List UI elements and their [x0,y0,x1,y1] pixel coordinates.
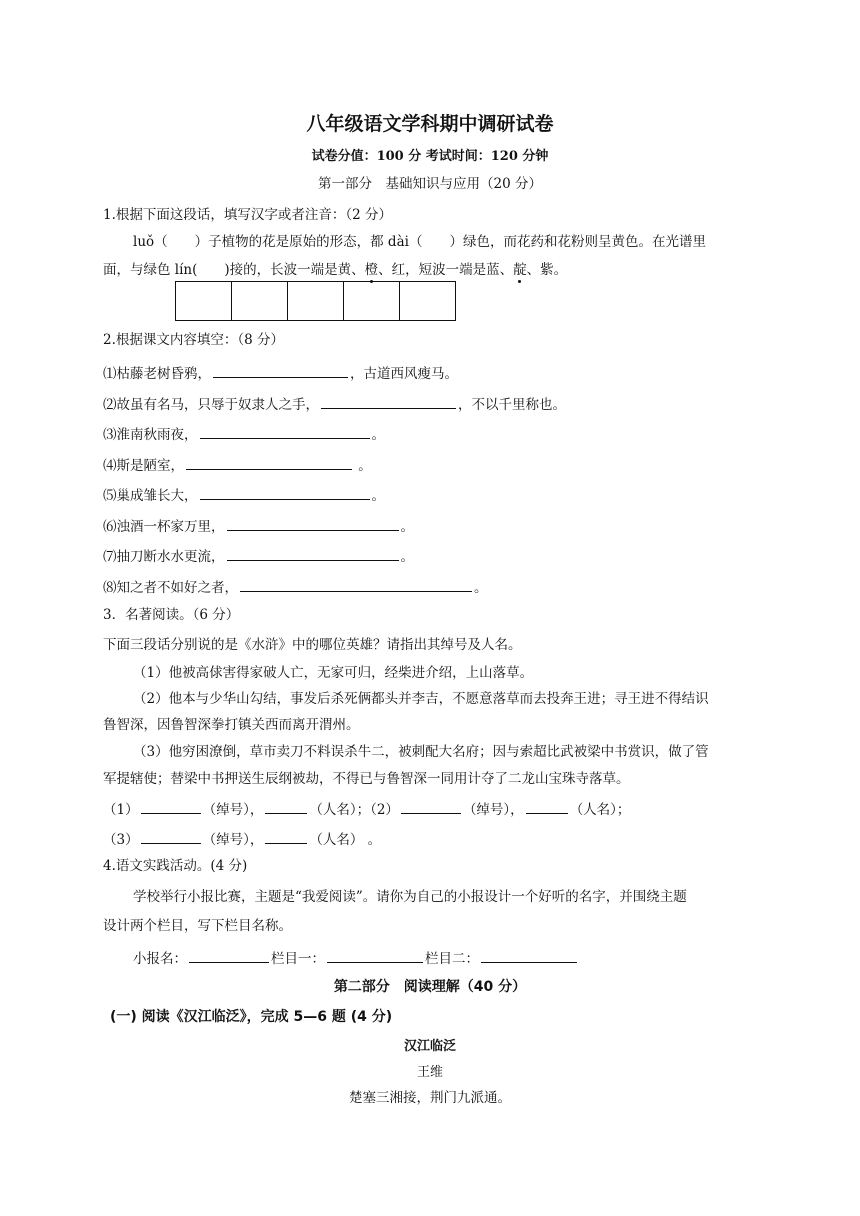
section1-heading: (一) 阅读《汉江临泛》，完成 5—6 题 (4 分) [110,1009,393,1025]
q4-heading: 4.语文实践活动。(4 分) [103,858,248,874]
q4-text-1: 学校举行小报比赛，主题是“我爱阅读”。请你为自己的小报设计一个好听的名字，并围绕主题 [133,889,687,905]
q2-item-prefix: ⑻知之者不如好之者， [103,580,238,596]
q2-item-prefix: ⑵故虽有名马，只辱于奴隶人之手， [103,397,319,413]
q3-answer-number: （2） [370,802,399,818]
q1-line2-a: 面，与绿色 lín( )接的，长波一端是黄、 [103,262,365,278]
answer-cell[interactable] [399,281,456,321]
q2-item [103,394,566,414]
q2-item [103,363,458,383]
q3-passage-3a: （3）他穷困潦倒，草市卖刀不料误杀牛二，被刺配大名府；因与索超比武被梁中书赏识，做了管 [133,744,709,760]
q4-text-2: 设计两个栏目，写下栏目名称。 [103,918,292,934]
q2-item [103,546,414,566]
q3-passage-1: （1）他被高俅害得家破人亡，无家可归，经柴进介绍，上山落草。 [133,665,534,681]
q2-item-suffix: 。 [354,458,372,474]
q3-passage-3b: 军提辖使；替梁中书押送生辰纲被劫，不得已与鲁智深一同用计夺了二龙山宝珠寺落草。 [103,771,630,787]
q2-item [103,577,488,597]
q2-item [103,424,385,444]
answer-blank[interactable] [200,485,370,500]
part1-heading: 第一部分 基础知识与应用（20 分） [318,176,542,192]
column2-blank[interactable] [481,948,577,963]
q2-item-prefix: ⑷斯是陋室， [103,458,184,474]
q2-item-prefix: ⑺抽刀断水水更流， [103,549,225,565]
q3-nickname-label: （绰号）， [462,802,524,818]
column1-blank[interactable] [327,948,423,963]
q4-answers [133,948,579,968]
name-blank[interactable] [265,799,307,814]
paper-name-blank[interactable] [189,948,269,963]
nickname-blank[interactable] [141,799,201,814]
q1-line2 [103,261,567,279]
q4-column1-label: 栏目一： [271,951,325,967]
q2-item-prefix: ⑸巢成雏长大， [103,488,198,504]
poem-line: 楚塞三湘接，荆门九派通。 [349,1090,511,1106]
q2-heading: 2.根据课文内容填空：（8 分） [103,332,285,348]
answer-blank[interactable] [240,577,472,592]
q3-name-label: （人名）； [569,802,631,818]
exam-meta: 试卷分值：100 分 考试时间：120 分钟 [311,149,549,164]
q1-char-indigo: 靛 [513,262,527,278]
q2-item-prefix: ⑶淮南秋雨夜， [103,427,198,443]
q3-passage-2b: 鲁智深，因鲁智深拳打镇关西而离开渭州。 [103,717,360,733]
q4-column2-label: 栏目二： [425,951,479,967]
name-blank[interactable] [265,829,307,844]
q2-item-suffix: 。 [371,427,385,443]
q3-heading: 3．名著阅读。（6 分） [103,607,240,623]
q1-char-orange: 橙 [364,262,379,278]
exam-title: 八年级语文学科期中调研试卷 [306,113,554,135]
q3-intro: 下面三段话分别说的是《水浒》中的哪位英雄？请指出其绰号及人名。 [103,637,522,653]
answer-cell[interactable] [287,281,344,321]
q1-heading: 1.根据下面这段话，填写汉字或者注音：（2 分） [103,207,393,223]
q3-nickname-label: （绰号）， [202,832,264,848]
q2-item-suffix: 。 [474,580,488,596]
q2-item [103,485,385,505]
q3-answers-row2 [103,829,381,849]
q1-line2-c: 、紫。 [526,262,568,278]
poem-author: 王维 [416,1065,443,1080]
q2-item-suffix: ，古道西风瘦马。 [350,366,458,382]
q3-answers-row1 [103,799,630,819]
q3-name-label: （人名）； [309,802,371,818]
q3-nickname-label: （绰号）， [202,802,264,818]
nickname-blank[interactable] [141,829,201,844]
q3-passage-2a: （2）他本与少华山勾结，事发后杀死俩都头并李吉，不愿意落草而去投奔王进；寻王进不得结识 [133,691,709,707]
answer-blank[interactable] [227,516,399,531]
q2-item-suffix: 。 [400,519,414,535]
answer-grid [176,281,456,321]
part2-heading: 第二部分 阅读理解（40 分） [333,979,527,995]
q4-paper-label: 小报名： [133,951,187,967]
q2-item-suffix: ，不以千里称也。 [458,397,566,413]
q3-name-label: （人名） 。 [309,832,382,848]
answer-blank[interactable] [213,363,348,378]
poem-title: 汉江临泛 [403,1039,456,1054]
answer-cell[interactable] [343,281,400,321]
answer-cell[interactable] [231,281,288,321]
q2-item-prefix: ⑹浊酒一杯家万里， [103,519,225,535]
answer-blank[interactable] [200,424,370,439]
q1-line1: luǒ（ ）子植物的花是原始的形态，都 dài（ ）绿色，而花药和花粉则呈黄色。在光谱里 [133,234,706,250]
answer-blank[interactable] [186,455,352,470]
answer-blank[interactable] [227,546,399,561]
q2-item [103,455,372,475]
q2-item-prefix: ⑴枯藤老树昏鸦， [103,366,211,382]
nickname-blank[interactable] [401,799,461,814]
q2-item [103,516,414,536]
answer-cell[interactable] [175,281,232,321]
q2-item-suffix: 。 [371,488,385,504]
q1-line2-b: 、红，短波一端是蓝、 [378,262,514,278]
q3-answer-number: （1） [103,802,139,818]
answer-blank[interactable] [321,394,456,409]
name-blank[interactable] [526,799,568,814]
q2-item-suffix: 。 [400,549,414,565]
q3-answer-number: （3） [103,832,139,848]
